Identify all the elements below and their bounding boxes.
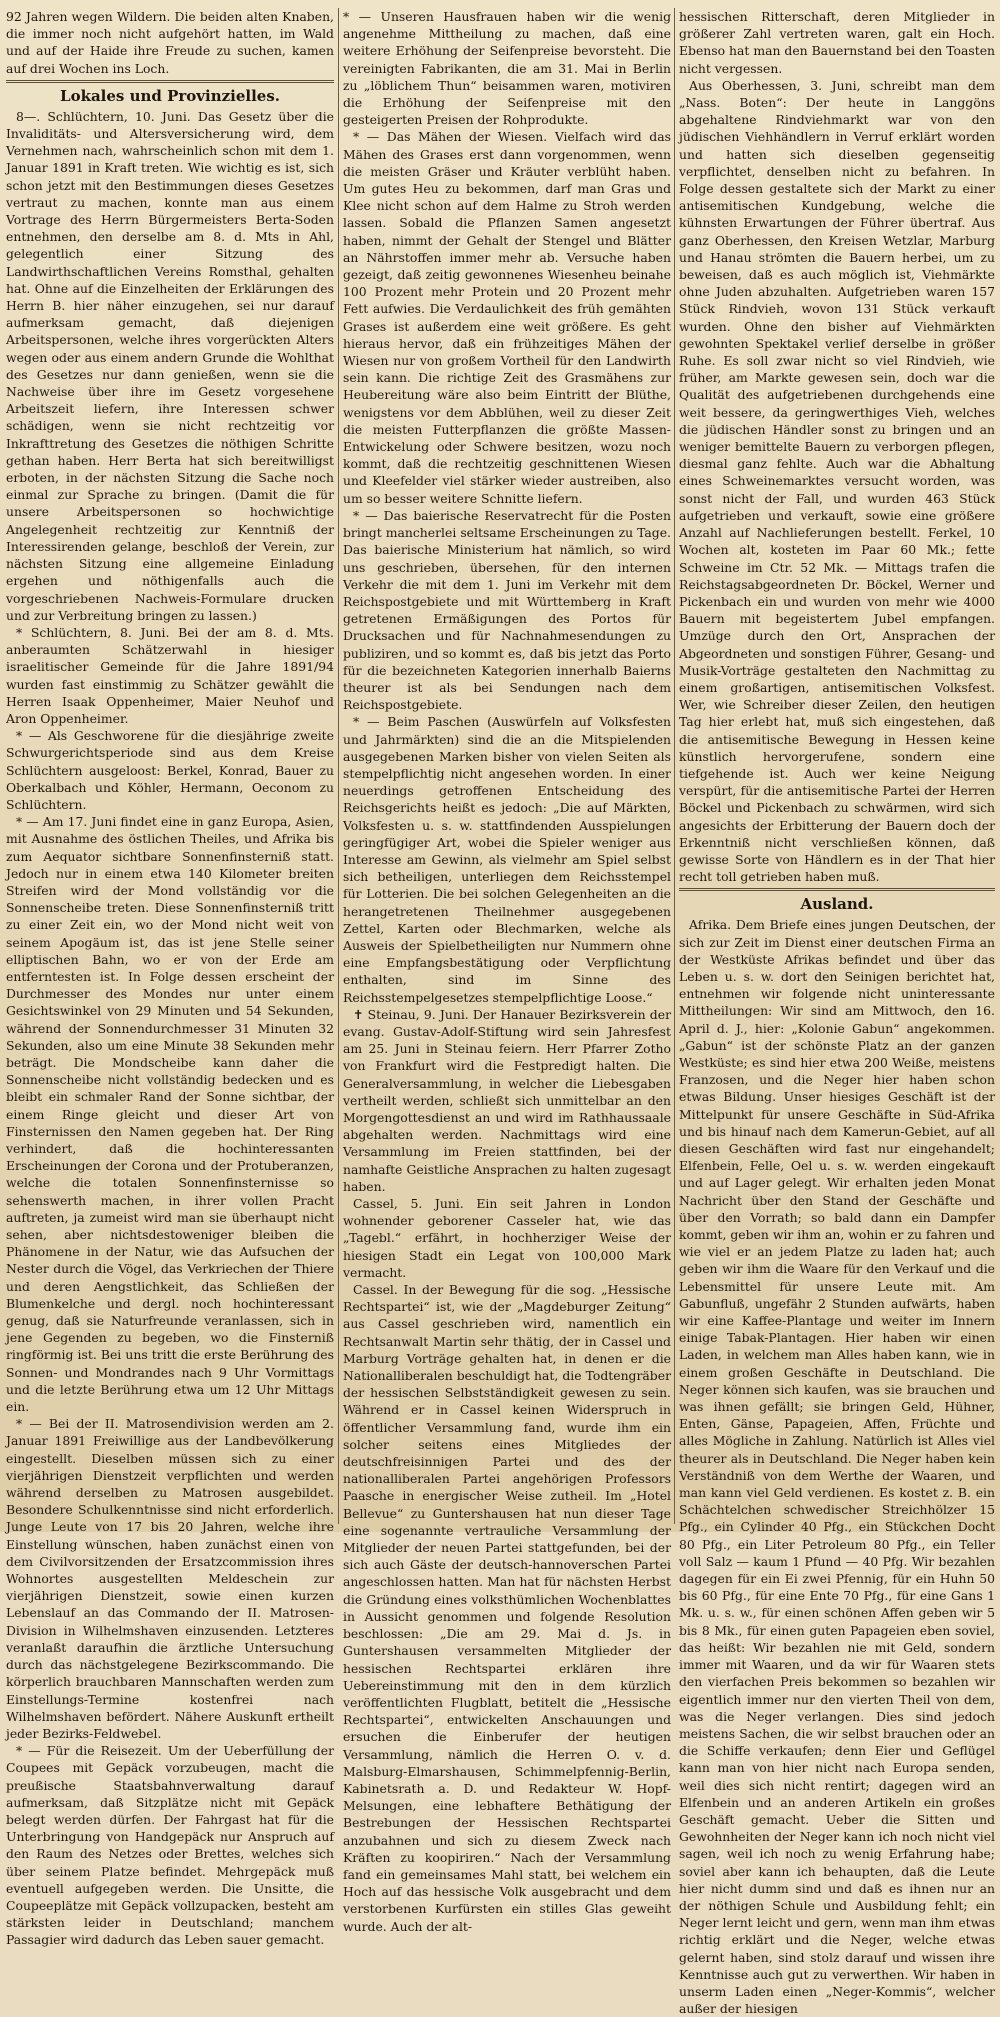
article-ritterschaft: hessischen Ritterschaft, deren Mitglieder in größerer Zahl vertreten waren, galt ein Hoch. Ebenso hat man den Bauernstand bei den Toasten nicht vergessen. bbox=[679, 9, 996, 76]
section-heading-lokales: Lokales und Provinzielles. bbox=[60, 86, 280, 105]
article-oberhessen: Aus Oberhessen, 3. Juni, schreibt man dem „Nass. Boten“: Der heute in Langgöns abgehaltene Rindviehmarkt war von den jüdischen Viehhändlern in Verruf erklärt worden und hatten sich dieselben gegenseitig verpflichtet, denselben nicht zu befahren. In Folge dessen gestaltete sich der Markt zu einer antisemitischen Kundgebung, welche die kühnsten Erwartungen der Führer übertraf. Aus ganz Oberhessen, den Kreisen Wetzlar, Marburg und Hanau strömten die Bauern herbei, um zu beweisen, daß es auch möglich ist, Viehmärkte ohne Juden abzuhalten. Aufgetrieben waren 157 Stück Rindvieh, wovon 131 Stück verkauft wurden. Ohne den bisher auf Viehmärkten gewohnten Spektakel verlief derselbe in größer Ruhe. Es soll zwar nicht so viel Rindvieh, wie früher, am Markte gewesen sein, doch war die Qualität des aufgetriebenen durchgehends eine weit bessere, da geringwerthiges Vieh, welches die jüdischen Händler sonst zu bringen und an weniger bemittelte Bauern zu verborgen pflegen, diesmal ganz fehlte. Auch war die Abhaltung eines Schweinemarktes versucht worden, was sonst nicht der Fall, und wurden 463 Stück aufgetrieben und verkauft, sowie eine größere Anzahl auf Nachlieferungen bestellt. Ferkel, 10 Wochen alt, kosteten im Paar 60 Mk.; fette Schweine im Ctr. 52 Mk. — Mittags trafen die Reichstagsabgeordneten Dr. Böckel, Werner und Pickenbach ein und wurden von mehr wie 4000 Bauern mit begeistertem Jubel empfangen. Umzüge durch den Ort, Ansprachen der Abgeordneten und sonstigen Führer, Gesang- und Musik-Vorträge gestalteten den Nachmittag zu einem großartigen, antisemitischen Volksfest. Wer, wie Schreiber dieser Zeilen, den heutigen Tag hier erlebt hat, muß sich eingestehen, daß die antisemitische Bewegung in Hessen keine künstlich hervorgerufene, sondern eine tiefgehende ist. Auch wer keine Neigung verspürt, für die antisemitische Partei der Herren Böckel und Pickenbach zu schwärmen, wird sich angesichts der Erbitterung der Bauern doch der Erkenntniß nicht verschließen können, daß gewisse Sorte von Händlern es in der That hier recht toll getrieben haben muß. bbox=[679, 77, 995, 885]
article-sonnenfinsternis: * — Am 17. Juni findet eine in ganz Europa, Asien, mit Ausnahme des östlichen Theiles, und Afrika bis zum Aequator sichtbare Sonnenfinsterniß statt. Jedoch nur in einem etwa 140 Kilometer breiten Streifen wird der Mond vollständig vor die Sonnenscheibe treten. Diese Sonnenfinsterniß tritt zu einer Zeit ein, wo der Mond nicht weit von seinem Apogäum ist, das ist jene Stelle seiner elliptischen Bahn, wo er von der Erde am entferntesten ist. In Folge dessen erscheint der Durchmesser des Mondes nur unter einem Gesichtswinkel von 29 Minuten und 54 Sekunden, während der Sonnendurchmesser 31 Minuten 32 Sekunden, also um eine Minute 38 Sekunden mehr beträgt. Die Mondscheibe kann daher die Sonnenscheibe nicht vollständig bedecken und es bleibt ein schmaler Rand der Sonne sichtbar, der einem Ringe gleicht und dieser Art von Finsternissen den Namen gegeben hat. Der Ring verhindert, daß die hochinteressanten Erscheinungen der Corona und der Protuberanzen, welche die totalen Sonnenfinsternisse so sehenswerth machen, in ihrer vollen Pracht auftreten, ja zumeist wird man sie überhaupt nicht sehen, aber nichtsdestoweniger bleiben die Phänomene in der Natur, wie das Aufsuchen der Nester durch die Vögel, das Verkriechen der Thiere und deren Aengstlichkeit, das Schließen der Blumenkelche und dergl. noch hochinteressant genug, daß sie Naturfreunde veranlassen, sich in jene Gegenden zu begeben, wo die Finsterniß ringförmig ist. Bei uns tritt die erste Berührung des Sonnen- und Mondrandes nach 9 Uhr Vormittags und die letzte Berührung etwa um 12 Uhr Mittags ein. bbox=[6, 814, 334, 1415]
section-heading-ausland: Ausland. bbox=[800, 895, 874, 914]
article-steinau: ✝ Steinau, 9. Juni. Der Hanauer Bezirksverein der evang. Gustav-Adolf-Stiftung wird sein Jahresfest am 25. Juni in Steinau feiern. Herr Pfarrer Zotho von Frankfurt wird die Festpredigt halten. Die Generalversammlung, in welcher die Liebesgaben vertheilt werden, schließt sich unmittelbar an den Morgengottesdienst an und wird im Rathhaussaale abgehalten werden. Nachmittags wird eine Versammlung im Freien stattfinden, bei der namhafte Geistliche Ansprachen zu halten zugesagt haben. bbox=[343, 1006, 671, 1194]
column-1 bbox=[6, 8, 334, 1948]
article-afrika: Afrika. Dem Briefe eines jungen Deutschen, der sich zur Zeit im Dienst einer deutschen Firma an der Westküste Afrikas befindet und über das Leben u. s. w. dort den Seinigen berichtet hat, entnehmen wir folgende nicht uninteressante Mittheilungen: Wir sind am Mittwoch, den 16. April d. J., hier: „Kolonie Gabun“ angekommen. „Gabun“ ist der schönste Platz an der ganzen Westküste; es sind hier etwa 200 Weiße, meistens Franzosen, und die Neger hier haben schon etwas Bildung. Unser hiesiges Geschäft ist der Mittelpunkt für unsere Geschäfte in Süd-Afrika und bis hinauf nach dem Kamerun-Gebiet, auf all diesen Geschäften wird fast nur eingehandelt; Elfenbein, Felle, Oel u. s. w. werden eingekauft und auf Lager gelegt. Wir erhalten jeden Monat Nachricht über den Stand der Geschäfte und über den Vorrath; so bald dann ein Dampfer kommt, geben wir ihm an, wohin er zu fahren und wie viel er an jedem Platze zu laden hat; auch geben wir ihm die Waare für den Verkauf und die Lebensmittel für unsere Leute mit. Am Gabunfluß, ungefähr 2 Stunden aufwärts, haben wir eine Kaffee-Plantage und weiter im Innern einige Tabak-Plantagen. Hier haben wir einen Laden, in welchem man Alles haben kann, wie in einem großen Geschäfte in Deutschland. Die Neger können sich kaufen, was sie brauchen und was ihnen gefällt; sie bringen Geld, Hühner, Enten, Gänse, Papageien, Affen, Früchte und alles Mögliche in Zahlung. Natürlich ist Alles viel theurer als in Deutschland. Die Neger haben kein Verständniß von dem Werthe der Waaren, und man kann viel Geld verdienen. Es kostet z. B. ein Schächtelchen schwedischer Streichhölzer 15 Pfg., ein Cylinder 40 Pfg., ein Stückchen Docht 80 Pfg., ein Liter Petroleum 80 Pfg., ein Teller voll Salz — kaum 1 Pfund — 40 Pfg. Wir bezahlen dagegen für ein Ei zwei Pfennig, für ein Huhn 50 bis 60 Pfg., für eine Ente 70 Pfg., für eine Gans 1 Mk. u. s. w., für einen schönen Affen geben wir 5 bis 8 Mk., für einen guten Papageien eben soviel, das heißt: Wir bezahlen nie mit Geld, sondern immer mit Waaren, und da wir für Waaren stets den vierfachen Preis bekommen so bezahlen wir eigentlich immer nur den vierten Theil von dem, was die Neger verlangen. Dies sind jedoch meistens Sachen, die wir selbst brauchen oder an die Schiffe verkaufen; denn Eier und Geflügel kann man von hier nicht nach Europa senden, weil dies sich nicht rentirt; dagegen wird an Elfenbein und an anderen Artikeln ein großes Geschäft gemacht. Ueber die Sitten und Gewohnheiten der Neger kann ich noch nicht viel sagen, weil ich noch zu wenig Erfahrung habe; soviel aber kann ich behaupten, daß die Leute hier nicht dumm sind und daß es ihnen nur an der nöthigen Schule und Ausbildung fehlt; ein Neger lernt leicht und gern, wenn man ihm etwas richtig erklärt und die Neger, welche etwas gelernt haben, sind stolz darauf und wissen ihre Kenntnisse auch gut zu verwerthen. Wir haben in unserm Laden einen „Neger-Kommis“, welcher außer der hiesigen bbox=[679, 917, 995, 2017]
section-divider bbox=[6, 80, 334, 83]
column-rule bbox=[338, 8, 339, 1524]
article-cassel-legat: Cassel, 5. Juni. Ein seit Jahren in London wohnender geborener Casseler hat, wie das „Tagebl.“ erfährt, in hochherziger Weise der hiesigen Stadt ein Legat von 100,000 Mark vermacht. bbox=[343, 1196, 671, 1280]
article-invaliditaet: 8—. Schlüchtern, 10. Juni. Das Gesetz über die Invaliditäts- und Altersversicherung wird, dem Vernehmen nach, wahrscheinlich schon mit dem 1. Januar 1891 in Kraft treten. Wie wichtig es ist, sich schon jetzt mit den Bestimmungen dieses Gesetzes vertraut zu machen, konnte man aus einem Vortrage des Herrn Bürgermeisters Berta-Soden entnehmen, den derselbe am 8. d. Mts in Ahl, gelegentlich einer Sitzung des Landwirthschaftlichen Vereins Romsthal, gehalten hat. Ohne auf die Einzelheiten der Erklärungen des Herrn B. hier näher einzugehen, sei nur darauf aufmerksam gemacht, daß diejenigen Arbeitspersonen, welche ihres vorgerückten Alters wegen oder aus einem andern Grunde die Wohlthat des Gesetzes nur dann genießen, wenn sie die Nachweise über ihre im Gesetz vorgesehene Arbeitszeit liefern, ihre Interessen schwer schädigen, wenn sie nicht rechtzeitig vor Inkrafttretung des Gesetzes die nöthigen Schritte gethan haben. Herr Berta hat sich bereitwilligst erboten, in der nächsten Sitzung die Sache noch einmal zur Sprache zu bringen. (Damit die für unsere Arbeitspersonen so hochwichtige Angelegenheit rechtzeitig zur Kenntniß der Interessirenden gelange, beschloß der Verein, zur nächsten Sitzung eine allgemeine Einladung ergehen und nöthigenfalls auch die vorgeschriebenen Nachweis-Formulare drucken und zur Verbreitung bringen zu lassen.) bbox=[6, 108, 334, 623]
article-wildern-end: 92 Jahren wegen Wildern. Die beiden alten Knaben, die immer noch nicht aufgehört hatten, im Wald und auf der Haide ihre Freude zu suchen, kamen auf drei Wochen ins Loch. bbox=[6, 9, 334, 76]
article-geschworene: * — Als Geschworene für die diesjährige zweite Schwurgerichtsperiode sind aus dem Kreise Schlüchtern ausgeloost: Berkel, Konrad, Bauer zu Oberkalbach und Köhler, Hermann, Oeconom zu Schlüchtern. bbox=[6, 728, 334, 812]
article-seifenpreise: * — Unseren Hausfrauen haben wir die wenig angenehme Mittheilung zu machen, daß eine weitere Erhöhung der Seifenpreise bevorsteht. Die vereinigten Fabrikanten, die am 31. Mai in Berlin zu „löblichem Thun“ beisammen waren, motiviren die Erhöhung der Seifenpreise mit den gesteigerten Preisen der Rohprodukte. bbox=[343, 9, 671, 128]
article-cassel-rechtspartei: Cassel. In der Bewegung für die sog. „Hessische Rechtspartei“ ist, wie der „Magdeburger Zeitung“ aus Cassel geschrieben wird, namentlich ein Rechtsanwalt Martin sehr thätig, der in Cassel und Marburg Vorträge gehalten hat, in denen er die Nationalliberalen beschuldigt hat, die Todtengräber der hessischen Selbstständigkeit gewesen zu sein. Während er in Cassel keinen Widerspruch in öffentlicher Versammlung fand, wurde ihm ein solcher seitens eines Mitgliedes der deutschfreisinnigen Partei und des der nationalliberalen Partei angehörigen Professors Paasche in energischer Weise zutheil. Im „Hotel Bellevue“ zu Guntershausen hat nun dieser Tage eine sogenannte vertrauliche Versammlung der Mitglieder der neuen Partei stattgefunden, bei der sich auch Gäste der deutsch-hannoverschen Partei angeschlossen hatten. Man hat für nächsten Herbst die Gründung eines volksthümlichen Wochenblattes in Aussicht genommen und folgende Resolution beschlossen: „Die am 29. Mai d. Js. in Guntershausen versammelten Mitglieder der hessischen Rechtspartei erklären ihre Uebereinstimmung mit den in dem kürzlich veröffentlichten Flugblatt, betitelt die „Hessische Rechtspartei“, entwickelten Anschauungen und ersuchen die Einberufer der heutigen Versammlung, nämlich die Herren O. v. d. Malsburg-Elmarshausen, Schimmelpfennig-Berlin, Kabinetsrath a. D. und Redakteur W. Hopf-Melsungen, eine lebhaftere Bethätigung der Bestrebungen der Hessischen Rechtspartei anzubahnen und sich zu diesem Zweck nach Kräften zu koopiriren.“ Nach der Versammlung fand ein gemeinsames Mahl statt, bei welchem ein Hoch auf das hessische Volk ausgebracht und dem verstorbenen Kurfürsten ein stilles Glas geweiht wurde. Auch der alt- bbox=[343, 1282, 671, 1934]
article-maehen-wiesen: * — Das Mähen der Wiesen. Vielfach wird das Mähen des Grases erst dann vorgenommen, wenn die meisten Gräser und Kräuter verblüht haben. Um gutes Heu zu bekommen, darf man Gras und Klee nicht schon auf dem Halme zu Stroh werden lassen. Sobald die Pflanzen Samen angesetzt haben, nimmt der Gehalt der Stengel und Blätter an Nährstoffen immer mehr ab. Versuche haben gezeigt, daß zeitig gewonnenes Wiesenheu beinahe 100 Prozent mehr Protein und 20 Prozent mehr Fett aufwies. Die Verdaulichkeit des früh gemähten Grases ist außerdem eine weit größere. Es geht hieraus hervor, daß ein frühzeitiges Mähen der Wiesen nur von großem Vortheil für den Landwirth sein kann. Die richtige Zeit des Grasmähens zur Heubereitung wäre also beim Eintritt der Blüthe, wenigstens vor dem Abblühen, weil zu dieser Zeit die meisten Futterpflanzen die größte Massen-Entwickelung oder Schwere besitzen, wozu noch kommt, daß die rechtzeitig geschnittenen Wiesen und Kleefelder viel stärker wieder austreiben, also um so besser weitere Schnitte liefern. bbox=[343, 129, 671, 506]
column-2 bbox=[343, 8, 671, 1934]
column-3 bbox=[679, 8, 996, 2017]
section-divider bbox=[679, 888, 995, 891]
article-schaetzerwahl: * Schlüchtern, 8. Juni. Bei der am 8. d. Mts. anberaumten Schätzerwahl in hiesiger israelitischer Gemeinde für die Jahre 1891/94 wurden fast einstimmig zu Schätzer gewählt die Herren Isaak Oppenheimer, Maier Neuhof und Aron Oppenheimer. bbox=[6, 624, 334, 726]
article-reisezeit: * — Für die Reisezeit. Um der Ueberfüllung der Coupees mit Gepäck vorzubeugen, macht die preußische Staatsbahnverwaltung darauf aufmerksam, daß Sitzplätze nicht mit Gepäck belegt werden dürfen. Der Fahrgast hat für die Unterbringung von Handgepäck nur Anspruch auf den Raum des Netzes oder Brettes, welches sich über seinem Platze befindet. Mehrgepäck muß eventuell aufgegeben werden. Die Unsitte, die Coupeeplätze mit Gepäck vollzupacken, besteht am stärksten leider in Deutschland; manchem Passagier wird dadurch das Leben sauer gemacht. bbox=[6, 1743, 334, 1948]
column-rule bbox=[674, 8, 675, 1524]
article-paschen: * — Beim Paschen (Auswürfeln auf Volksfesten und Jahrmärkten) sind die an die Mitspielenden ausgegebenen Marken bisher von vielen Seiten als stempelpflichtig nicht angesehen worden. In einer neuerdings getroffenen Entscheidung des Reichsgerichts heißt es jedoch: „Die auf Märkten, Volksfesten u. s. w. stattfindenden Ausspielungen geringfügiger Art, wobei die Spieler weniger aus Interesse am Gewinn, als vielmehr am Spiel selbst sich betheiligen, unterliegen dem Reichsstempel für Lotterien. Die bei solchen Gelegenheiten an die herangetretenen Theilnehmer ausgegebenen Zettel, Karten oder Blechmarken, welche als Ausweis der Spielbetheiligten nur Nummern ohne eine Empfangsbestätigung oder Verpflichtung enthalten, sind im Sinne des Reichsstempelgesetzes stempelpflichtige Loose.“ bbox=[343, 714, 671, 1005]
article-reservatrecht: * — Das baierische Reservatrecht für die Posten bringt mancherlei seltsame Erscheinungen zu Tage. Das baierische Ministerium hat nämlich, so wird uns geschrieben, übersehen, für den internen Verkehr die mit dem 1. Juni im Verkehr mit dem Reichspostgebiete und mit Württemberg in Kraft getretenen Ermäßigungen des Portos für Drucksachen und für Nachnahmesendungen zu publiziren, und so kommt es, daß bis jetzt das Porto für die bezeichneten Kategorien innerhalb Baierns theurer ist als bei Sendungen nach dem Reichspostgebiete. bbox=[343, 507, 671, 713]
article-matrosendivision: * — Bei der II. Matrosendivision werden am 2. Januar 1891 Freiwillige aus der Landbevölkerung eingestellt. Dieselben müssen sich zu einer vierjährigen Dienstzeit verpflichten und werden während derselben zu Matrosen ausgebildet. Besondere Schulkenntnisse sind nicht erforderlich. Junge Leute von 17 bis 20 Jahren, welche ihre Einstellung wünschen, haben zunächst einen von dem Civilvorsitzenden der Ersatzcommission ihres Wohnortes ausgestellten Meldeschein zur vierjährigen Dienstzeit, sowie einen kurzen Lebenslauf an das Commando der II. Matrosen-Division in Wilhelmshaven einzusenden. Letzteres veranlaßt daraufhin die ärztliche Untersuchung durch das nächstgelegene Bezirkscommando. Die körperlich brauchbaren Mannschaften werden zum Einstellungs-Termine kostenfrei nach Wilhelmshaven befördert. Nähere Auskunft ertheilt jeder Bezirks-Feldwebel. bbox=[6, 1416, 334, 1741]
